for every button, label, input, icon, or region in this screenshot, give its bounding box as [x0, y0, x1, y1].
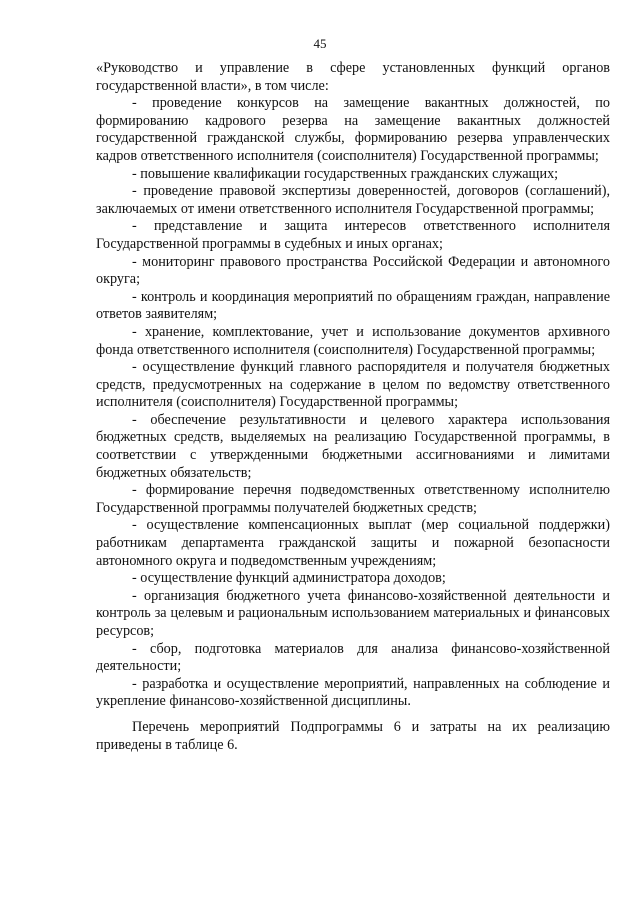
list-item: - представление и защита интересов ответственного исполнителя Государственной программы в судебных и иных органах; [96, 218, 610, 252]
intro-paragraph: «Руководство и управление в сфере установленных функций органов государственной власти», в том числе: [96, 60, 610, 94]
list-item: - организация бюджетного учета финансово-хозяйственной деятельности и контроль за целевым и рациональным использованием материальных и финансовых ресурсов; [96, 587, 610, 639]
list-item: - формирование перечня подведомственных ответственному исполнителю Государственной программы получателей бюджетных средств; [96, 482, 610, 516]
list-item: - сбор, подготовка материалов для анализа финансово-хозяйственной деятельности; [96, 640, 610, 675]
list-item: - осуществление функций администратора доходов; [132, 570, 446, 587]
page-number: 45 [313, 36, 327, 51]
list-item: - контроль и координация мероприятий по обращениям граждан, направление ответов заявителям; [96, 288, 610, 323]
list-item: - проведение конкурсов на замещение вакантных должностей, по формированию кадрового резерва на замещение вакантных должностей государственной гражданской службы, формированию резерва управленческих кадров ответственного исполнителя (соисполнителя) Государственной программы; [96, 95, 610, 164]
list-item: - разработка и осуществление мероприятий, направленных на соблюдение и укрепление финансово-хозяйственной дисциплины. [96, 675, 610, 710]
list-item: - обеспечение результативности и целевого характера использования бюджетных средств, выделяемых на реализацию Государственной программы, в соответствии с утвержденными бюджетными ассигнованиями и лимитами бюджетных обязательств; [96, 411, 610, 481]
list-item: - осуществление компенсационных выплат (мер социальной поддержки) работникам департамента гражданской защиты и пожарной безопасности автономного округа и подведомственным учреждениям; [96, 517, 610, 569]
final-paragraph: Перечень мероприятий Подпрограммы 6 и затраты на их реализацию приведены в таблице 6. [96, 718, 610, 753]
list-item: - проведение правовой экспертизы доверенностей, договоров (соглашений), заключаемых от имени ответственного исполнителя Государственной программы; [96, 183, 610, 217]
document-body [96, 60, 610, 754]
list-item: - хранение, комплектование, учет и использование документов архивного фонда ответственного исполнителя (соисполнителя) Государственной программы; [96, 323, 610, 358]
list-item: - повышение квалификации государственных гражданских служащих; [132, 165, 559, 182]
list-item: - осуществление функций главного распорядителя и получателя бюджетных средств, предусмотренных на содержание в целом по ведомству ответственного исполнителя (соисполнителя) Государственной программы; [96, 359, 610, 411]
list-item: - мониторинг правового пространства Российской Федерации и автономного округа; [96, 253, 610, 288]
